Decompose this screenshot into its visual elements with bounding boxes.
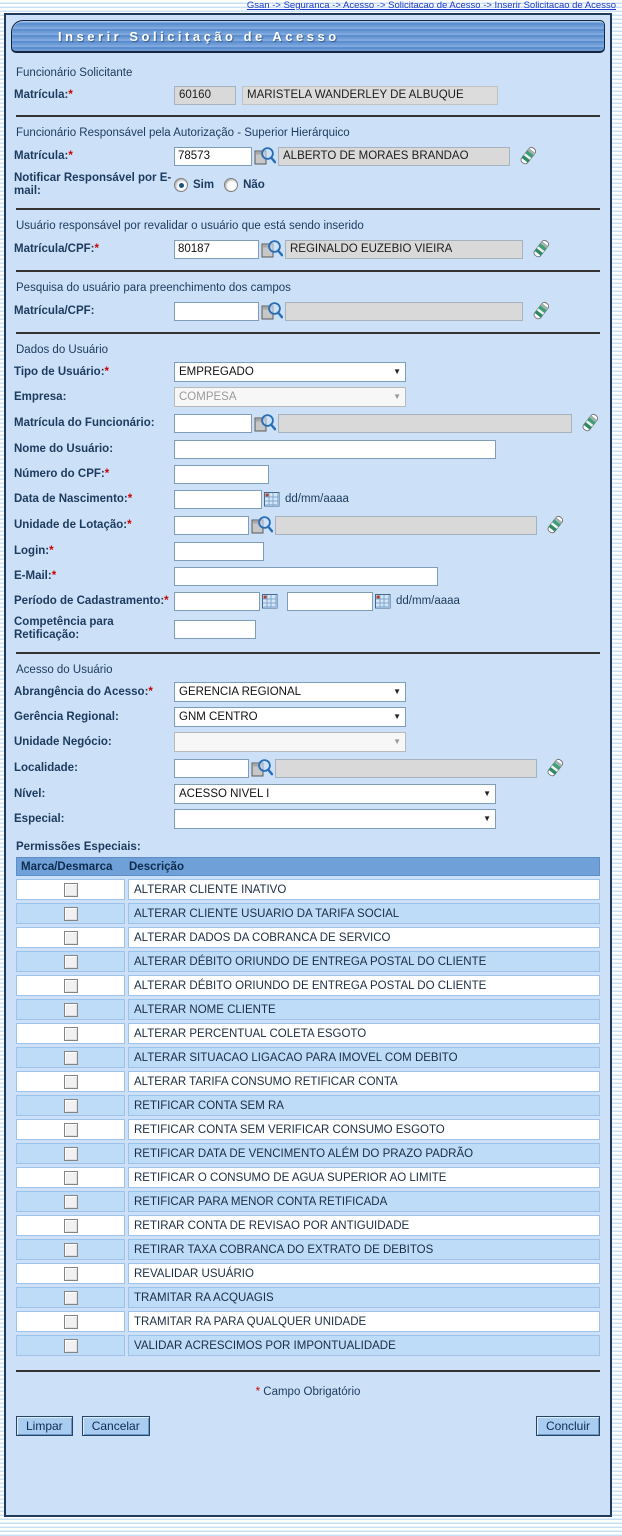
table-row [16, 1215, 600, 1236]
unidade-lotacao-input[interactable] [174, 516, 249, 535]
calendar-icon-svg [264, 491, 281, 507]
permission-checkbox[interactable] [64, 955, 78, 969]
permission-description-cell [128, 1095, 600, 1116]
permission-description-cell [128, 1143, 600, 1164]
matricula-revalidador-label: Matrícula/CPF:* [14, 242, 99, 255]
nome-funcionario-value [278, 414, 572, 433]
permission-checkbox[interactable] [64, 1243, 78, 1257]
nome-usuario-input[interactable] [174, 440, 496, 459]
table-row [16, 1239, 600, 1260]
concluir-button[interactable]: Concluir [536, 1416, 600, 1436]
table-row [16, 1095, 600, 1116]
localidade-value [275, 759, 537, 778]
permission-description-cell [128, 1239, 600, 1260]
localidade-label: Localidade: [14, 761, 78, 774]
section-divider [16, 115, 600, 117]
permission-checkbox-cell [16, 975, 125, 996]
permission-checkbox-cell [16, 1239, 125, 1260]
search-icon-svg [261, 301, 283, 321]
table-row [16, 1119, 600, 1140]
table-row [16, 879, 600, 900]
permission-checkbox-cell [16, 879, 125, 900]
permission-checkbox-cell [16, 1311, 125, 1332]
matricula-responsavel-input[interactable] [174, 147, 252, 166]
permission-label: ALTERAR PERCENTUAL COLETA ESGOTO [134, 1027, 367, 1040]
permission-checkbox-cell [16, 1047, 125, 1068]
permission-description-cell [128, 1311, 600, 1332]
unidade-negocio-select [174, 732, 406, 752]
search-icon-svg [251, 758, 273, 778]
matricula-funcionario-input[interactable] [174, 414, 252, 433]
data-nascimento-input[interactable] [174, 490, 262, 509]
permission-checkbox[interactable] [64, 1195, 78, 1209]
table-row [16, 927, 600, 948]
permission-label: ALTERAR CLIENTE USUARIO DA TARIFA SOCIAL [134, 907, 400, 920]
matricula-pesquisa-input[interactable] [174, 302, 259, 321]
permission-checkbox-cell [16, 1023, 125, 1044]
unidade-lotacao-label: Unidade de Lotação:* [14, 518, 132, 531]
radio-nao[interactable] [224, 178, 238, 192]
radio-sim[interactable] [174, 178, 188, 192]
permission-checkbox-cell [16, 1215, 125, 1236]
matricula-solicitante-label: Matrícula:* [14, 88, 73, 101]
permissions-table [16, 857, 600, 1356]
table-row [16, 1287, 600, 1308]
eraser-icon[interactable] [531, 300, 551, 322]
chevron-down-icon: ▼ [393, 737, 401, 746]
permission-checkbox[interactable] [64, 979, 78, 993]
permission-label: REVALIDAR USUÁRIO [134, 1267, 254, 1280]
nome-usuario-label: Nome do Usuário: [14, 442, 114, 455]
permission-checkbox-cell [16, 1287, 125, 1308]
table-row [16, 999, 600, 1020]
tipo-usuario-label: Tipo de Usuário:* [14, 365, 110, 378]
search-icon[interactable] [251, 515, 273, 535]
permission-label: RETIRAR TAXA COBRANCA DO EXTRATO DE DEBITOS [134, 1243, 434, 1256]
limpar-button[interactable]: Limpar [16, 1416, 73, 1436]
permission-description-cell [128, 1215, 600, 1236]
abrangencia-select[interactable]: GERENCIA REGIONAL ▼ [174, 682, 406, 702]
permission-description-cell [128, 1023, 600, 1044]
permission-checkbox[interactable] [64, 907, 78, 921]
chevron-down-icon: ▼ [393, 392, 401, 401]
search-icon[interactable] [254, 413, 276, 433]
permission-checkbox[interactable] [64, 1051, 78, 1065]
nome-solicitante-value: MARISTELA WANDERLEY DE ALBUQUE [242, 86, 498, 105]
periodo-cadastramento-label: Período de Cadastramento:* [14, 594, 169, 607]
gerencia-regional-label: Gerência Regional: [14, 710, 119, 723]
permission-checkbox-cell [16, 1191, 125, 1212]
tipo-usuario-select[interactable]: EMPREGADO ▼ [174, 362, 406, 382]
permission-description-cell [128, 951, 600, 972]
login-input[interactable] [174, 542, 264, 561]
matricula-revalidador-input[interactable] [174, 240, 259, 259]
table-row [16, 1167, 600, 1188]
nome-responsavel-value: ALBERTO DE MORAES BRANDAO [278, 147, 510, 166]
permission-label: RETIFICAR DATA DE VENCIMENTO ALÉM DO PRAZO PADRÃO [134, 1147, 474, 1160]
permission-label: ALTERAR CLIENTE INATIVO [134, 883, 287, 896]
permission-label: ALTERAR DÉBITO ORIUNDO DE ENTREGA POSTAL DO CLIENTE [134, 979, 487, 992]
permission-checkbox-cell [16, 951, 125, 972]
permission-label: VALIDAR ACRESCIMOS POR IMPONTUALIDADE [134, 1339, 396, 1352]
eraser-icon[interactable] [518, 145, 538, 167]
table-row [16, 1335, 600, 1356]
permission-checkbox-cell [16, 1071, 125, 1092]
column-header-descricao: Descrição [129, 860, 184, 873]
permission-checkbox-cell [16, 1263, 125, 1284]
page-title-bar [11, 20, 605, 53]
data-nascimento-label: Data de Nascimento:* [14, 492, 133, 505]
nome-pesquisa-value [285, 302, 523, 321]
notificar-label: Notificar Responsável por E-mail: [14, 172, 172, 197]
cancelar-button[interactable]: Cancelar [82, 1416, 150, 1436]
form-window [4, 13, 612, 1517]
table-row [16, 1191, 600, 1212]
permission-description-cell [128, 903, 600, 924]
nivel-select[interactable]: ACESSO NIVEL I ▼ [174, 784, 496, 804]
chevron-down-icon: ▼ [393, 712, 401, 721]
permission-checkbox[interactable] [64, 1339, 78, 1353]
chevron-down-icon: ▼ [483, 814, 491, 823]
section-header-solicitante: Funcionário Solicitante [16, 67, 133, 79]
column-header-marca-desmarca: Marca/Desmarca [21, 860, 113, 873]
radio-sim-label: Sim [193, 179, 215, 191]
matricula-funcionario-label: Matrícula do Funcionário: [14, 416, 155, 429]
permission-checkbox-cell [16, 1335, 125, 1356]
eraser-icon-svg [531, 300, 551, 322]
permission-checkbox-cell [16, 1143, 125, 1164]
table-row [16, 975, 600, 996]
permission-description-cell [128, 1335, 600, 1356]
search-icon-svg [251, 515, 273, 535]
especial-select[interactable] [174, 809, 496, 829]
required-field-note: * Campo Obrigatório [255, 1386, 361, 1398]
permission-label: ALTERAR DÉBITO ORIUNDO DE ENTREGA POSTAL DO CLIENTE [134, 955, 487, 968]
permission-checkbox-cell [16, 1095, 125, 1116]
numero-cpf-input[interactable] [174, 465, 269, 484]
table-row [16, 1263, 600, 1284]
permission-description-cell [128, 999, 600, 1020]
table-row [16, 903, 600, 924]
permission-checkbox[interactable] [64, 1147, 78, 1161]
chevron-down-icon: ▼ [393, 367, 401, 376]
empresa-select: COMPESA ▼ [174, 387, 406, 407]
login-label: Login:* [14, 544, 54, 557]
section-divider [16, 208, 600, 210]
competencia-retificacao-input[interactable] [174, 620, 256, 639]
permission-label: RETIFICAR CONTA SEM VERIFICAR CONSUMO ESGOTO [134, 1123, 445, 1136]
permission-description-cell [128, 1263, 600, 1284]
permission-checkbox[interactable] [64, 1219, 78, 1233]
chevron-down-icon: ▼ [393, 687, 401, 696]
permission-description-cell [128, 1047, 600, 1068]
abrangencia-label: Abrangência do Acesso:* [14, 685, 153, 698]
permission-label: ALTERAR NOME CLIENTE [134, 1003, 276, 1016]
eraser-icon[interactable] [531, 238, 551, 260]
empresa-label: Empresa: [14, 390, 67, 403]
matricula-solicitante-value: 60160 [174, 86, 236, 105]
section-divider [16, 332, 600, 334]
search-icon-svg [261, 239, 283, 259]
search-icon[interactable] [254, 146, 276, 166]
permission-checkbox-cell [16, 1167, 125, 1188]
permission-checkbox[interactable] [64, 931, 78, 945]
permission-checkbox[interactable] [64, 1075, 78, 1089]
date-format-hint: dd/mm/aaaa [285, 493, 349, 505]
eraser-icon-svg [518, 145, 538, 167]
nivel-label: Nível: [14, 787, 46, 800]
permission-checkbox[interactable] [64, 883, 78, 897]
permission-checkbox[interactable] [64, 1291, 78, 1305]
section-header-revalidador: Usuário responsável por revalidar o usuário que está sendo inserido [16, 220, 364, 232]
permission-description-cell [128, 927, 600, 948]
permission-label: TRAMITAR RA PARA QUALQUER UNIDADE [134, 1315, 367, 1328]
permission-description-cell [128, 975, 600, 996]
search-icon[interactable] [261, 301, 283, 321]
permission-label: ALTERAR DADOS DA COBRANCA DE SERVICO [134, 931, 391, 944]
calendar-icon[interactable] [375, 593, 392, 609]
table-row [16, 1023, 600, 1044]
especial-label: Especial: [14, 812, 65, 825]
section-header-pesquisa: Pesquisa do usuário para preenchimento dos campos [16, 282, 291, 294]
localidade-input[interactable] [174, 759, 249, 778]
search-icon[interactable] [261, 239, 283, 259]
permission-label: ALTERAR TARIFA CONSUMO RETIFICAR CONTA [134, 1075, 398, 1088]
section-divider [16, 652, 600, 654]
eraser-icon[interactable] [580, 412, 600, 434]
eraser-icon-svg [545, 757, 565, 779]
table-row [16, 1071, 600, 1092]
table-row [16, 1311, 600, 1332]
permission-checkbox-cell [16, 999, 125, 1020]
permission-description-cell [128, 1119, 600, 1140]
permission-checkbox[interactable] [64, 1003, 78, 1017]
permission-checkbox[interactable] [64, 1315, 78, 1329]
eraser-icon[interactable] [545, 757, 565, 779]
permission-checkbox[interactable] [64, 1099, 78, 1113]
email-label: E-Mail:* [14, 569, 57, 582]
table-row [16, 1047, 600, 1068]
section-divider [16, 270, 600, 272]
permission-label: ALTERAR SITUACAO LIGACAO PARA IMOVEL COM DEBITO [134, 1051, 458, 1064]
calendar-icon-svg [375, 593, 392, 609]
matricula-responsavel-label: Matrícula:* [14, 149, 73, 162]
breadcrumb[interactable]: Gsan -> Seguranca -> Acesso -> Solicitacao de Acesso -> Inserir Solicitacao de Acesso [246, 0, 616, 11]
permission-description-cell [128, 1287, 600, 1308]
calendar-icon[interactable] [264, 491, 281, 507]
date-format-hint: dd/mm/aaaa [396, 595, 460, 607]
page-title: Inserir Solicitação de Acesso [58, 28, 340, 44]
unidade-negocio-label: Unidade Negócio: [14, 735, 112, 748]
calendar-icon[interactable] [262, 593, 279, 609]
permission-description-cell [128, 1167, 600, 1188]
permission-checkbox[interactable] [64, 1123, 78, 1137]
permission-checkbox[interactable] [64, 1171, 78, 1185]
permission-label: RETIFICAR O CONSUMO DE AGUA SUPERIOR AO LIMITE [134, 1171, 447, 1184]
eraser-icon-svg [531, 238, 551, 260]
radio-nao-label: Não [243, 179, 265, 191]
permission-label: TRAMITAR RA ACQUAGIS [134, 1291, 274, 1304]
permission-label: RETIFICAR PARA MENOR CONTA RETIFICADA [134, 1195, 388, 1208]
permissions-header: Permissões Especiais: [16, 841, 141, 853]
permission-checkbox[interactable] [64, 1267, 78, 1281]
matricula-pesquisa-label: Matrícula/CPF: [14, 304, 95, 317]
nome-revalidador-value: REGINALDO EUZEBIO VIEIRA [285, 240, 523, 259]
permissions-table-header [16, 857, 600, 876]
section-header-responsavel: Funcionário Responsável pela Autorização - Superior Hierárquico [16, 127, 350, 139]
periodo-fim-input[interactable] [287, 592, 373, 611]
numero-cpf-label: Número do CPF:* [14, 467, 110, 480]
email-input[interactable] [174, 567, 438, 586]
eraser-icon[interactable] [545, 514, 565, 536]
permissions-rows [16, 879, 600, 1356]
permission-checkbox-cell [16, 903, 125, 924]
section-divider [16, 1370, 600, 1372]
competencia-retificacao-label: Competência para Retificação: [14, 616, 114, 641]
periodo-inicio-input[interactable] [174, 592, 260, 611]
calendar-icon-svg [262, 593, 279, 609]
permission-checkbox-cell [16, 1119, 125, 1140]
chevron-down-icon: ▼ [483, 789, 491, 798]
permission-checkbox[interactable] [64, 1027, 78, 1041]
section-header-dados: Dados do Usuário [16, 344, 109, 356]
table-row [16, 951, 600, 972]
permission-description-cell [128, 1071, 600, 1092]
eraser-icon-svg [580, 412, 600, 434]
permission-description-cell [128, 1191, 600, 1212]
unidade-lotacao-value [275, 516, 537, 535]
search-icon-svg [254, 146, 276, 166]
section-header-acesso: Acesso do Usuário [16, 664, 113, 676]
table-row [16, 1143, 600, 1164]
permission-checkbox-cell [16, 927, 125, 948]
search-icon-svg [254, 413, 276, 433]
eraser-icon-svg [545, 514, 565, 536]
search-icon[interactable] [251, 758, 273, 778]
gerencia-regional-select[interactable]: GNM CENTRO ▼ [174, 707, 406, 727]
permission-label: RETIFICAR CONTA SEM RA [134, 1099, 284, 1112]
permission-description-cell [128, 879, 600, 900]
permission-label: RETIRAR CONTA DE REVISAO POR ANTIGUIDADE [134, 1219, 410, 1232]
